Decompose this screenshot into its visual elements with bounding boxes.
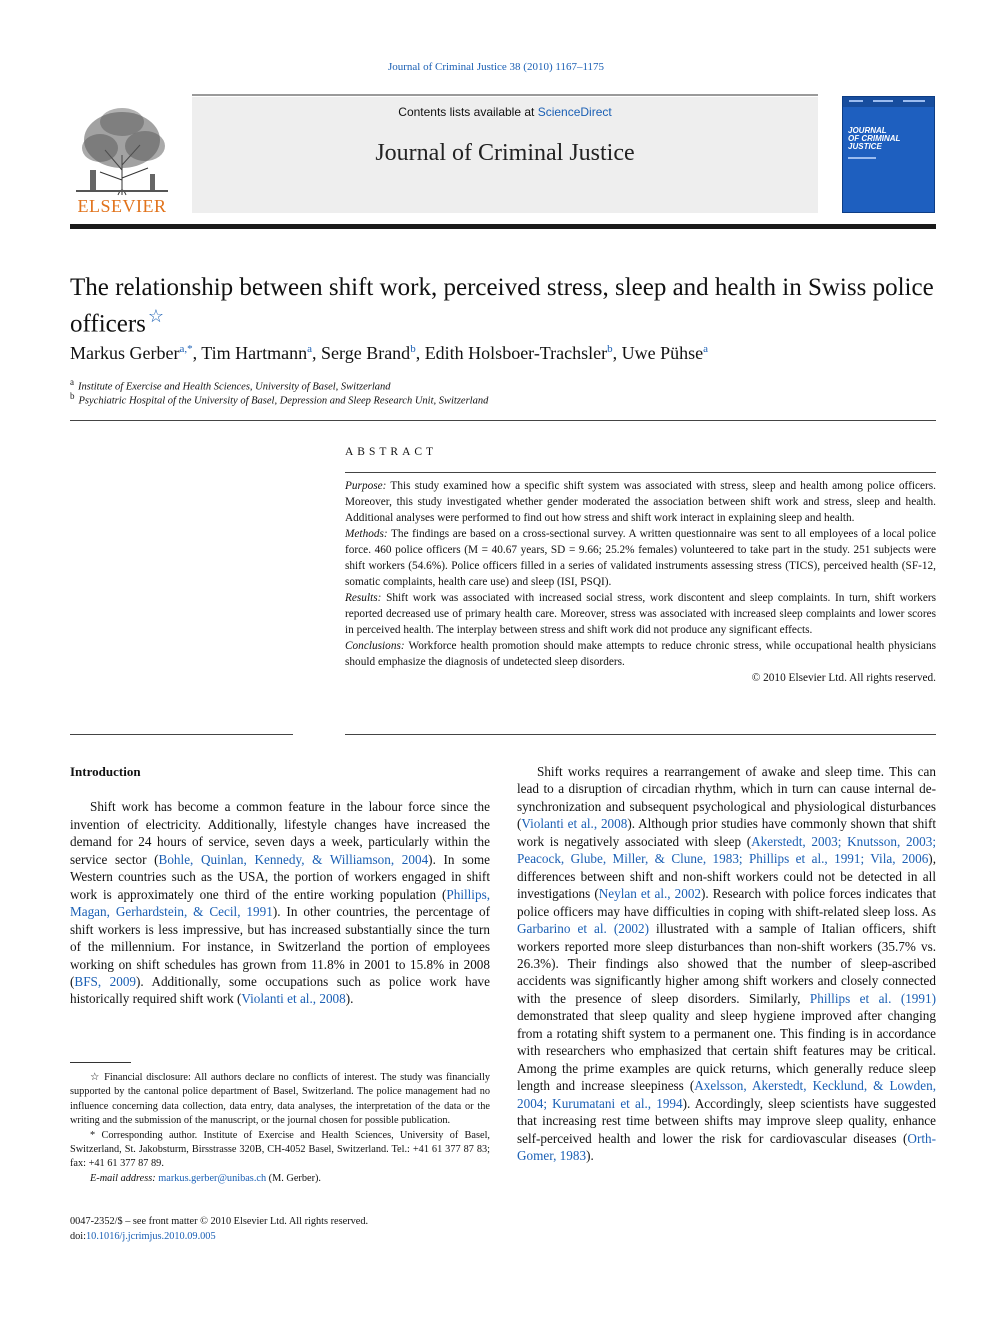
section-divider: [70, 734, 293, 735]
header-divider: [70, 224, 936, 229]
footnote-divider: [70, 1062, 131, 1063]
author-affiliation-mark[interactable]: a: [703, 343, 709, 355]
citation-link[interactable]: Akerstedt, 2003; Knutsson, 2003; Peacock, Glube, Miller, & Clune, 1983; Phillips et al., 1991; Vila, 2006: [517, 833, 936, 867]
contents-prefix: Contents lists available at: [398, 105, 538, 119]
affiliation-mark: a: [70, 377, 74, 387]
journal-cover-thumbnail[interactable]: [842, 96, 935, 213]
publication-meta: [70, 1214, 490, 1244]
citation-link[interactable]: Neylan et al., 2002: [598, 886, 702, 902]
abstract-conclusions: [345, 638, 936, 670]
email-link[interactable]: markus.gerber@unibas.ch: [158, 1172, 267, 1184]
section-heading-introduction: Introduction: [70, 764, 141, 779]
citation-link[interactable]: Axelsson, Akerstedt, Kecklund, & Lowden, 2004; Kurumatani et al., 1994: [517, 1078, 936, 1111]
citation-link[interactable]: Bohle, Quinlan, Kennedy, & Williamson, 2004: [158, 851, 429, 867]
author-list: [70, 343, 936, 364]
abstract-copyright: © 2010 Elsevier Ltd. All rights reserved.: [751, 672, 936, 684]
affiliation-mark: b: [70, 391, 75, 401]
doi-label: doi:: [70, 1231, 87, 1242]
citation-link[interactable]: Phillips et al. (1991): [809, 990, 936, 1006]
cover-marking: [903, 100, 925, 102]
section-divider: [345, 734, 936, 735]
citation-link[interactable]: Phillips, Magan, Gerhardstein, & Cecil, 1991: [70, 886, 490, 920]
footnote-mark: ☆: [90, 1072, 101, 1083]
masthead-rule: [192, 94, 818, 96]
footnote-text: Corresponding author. Institute of Exercise and Health Sciences, University of Basel, Switzerland, St. Jakobsturm, Birsstrasse 320B, CH-4052 Basel, Switzerland. Tel.: +41 61 377 87 83; fax: +41 61 377 87 89.: [70, 1129, 491, 1170]
abstract-heading: ABSTRACT: [345, 446, 438, 458]
body-text: ), differences between shift and non-shift workers could not be detected in all investigations (: [517, 851, 936, 902]
body-column-left: [70, 763, 490, 1008]
author-name: Serge Brand: [321, 343, 411, 363]
citation-link[interactable]: Violanti et al., 2008: [241, 991, 346, 1007]
abstract-methods: [345, 526, 936, 590]
body-text: ). Additionally, some occupations such as police work have historically required shift work (: [70, 973, 490, 1007]
citation-link[interactable]: Orth-Gomer, 1983: [517, 1130, 936, 1163]
author-name: Uwe Pühse: [621, 343, 704, 363]
article-title-text: The relationship between shift work, perceived stress, sleep and health in Swiss police officers: [70, 274, 934, 338]
author-separator: ,: [415, 343, 425, 363]
publisher-name: ELSEVIER: [77, 196, 167, 216]
body-text: demonstrated that sleep quality and sleep hygiene improved after changing from a rotating shift system to a permanent one. This finding is in accordance with researchers who emphasized that certain shift features may be critical. Among the prime examples are quick returns, which generally reduce sleep length and increase sleepiness (: [517, 1008, 936, 1094]
author-separator: ,: [612, 343, 622, 363]
author-separator: ,: [192, 343, 202, 363]
abstract-label: Conclusions:: [345, 640, 405, 652]
author-name: Tim Hartmann: [201, 343, 308, 363]
abstract-text: The findings are based on a cross-sectional survey. A written questionnaire was sent to all employees of a local police force. 460 police officers (M = 40.67 years, SD = 9.66; 25.2% females) volunteered to take part in the study. 251 subjects were shift workers (54.6%). Police officers filled in a series of validated instruments assessing stress (TICS), perceived health (SF-12, somatic complaints, health care use) and sleep (ISI, PSQI).: [345, 528, 936, 588]
cover-marking: [848, 157, 876, 159]
email-label: E-mail address:: [90, 1172, 156, 1184]
footnotes: [70, 1071, 490, 1186]
body-text: Shift works requires a rearrangement of awake and sleep time. This can lead to a disruption of circadian rhythm, which in turn can cause internal de-synchronization and subsequent psychological and physiological disturbances (: [517, 764, 936, 832]
body-column-right: [517, 763, 936, 1164]
body-text: ).: [345, 991, 354, 1007]
body-text: illustrated with a sample of Italian officers, shift workers reported more sleep disturbances than non-shift workers (35.7% vs. 26.3%). Their findings also showed that the number of sleep-ascribed accidents was significantly higher among shift workers and closely connected with the presence of sleep disorders. Similarly,: [517, 921, 936, 1006]
intro-paragraph: [517, 763, 936, 1164]
affiliation: [70, 391, 936, 407]
journal-title: Journal of Criminal Justice: [375, 140, 635, 166]
journal-reference-link[interactable]: Journal of Criminal Justice 38 (2010) 1167–1175: [387, 61, 605, 73]
cover-marking: [849, 100, 863, 102]
email-suffix: (M. Gerber).: [266, 1172, 322, 1184]
issn-line: 0047-2352/$ – see front matter © 2010 Elsevier Ltd. All rights reserved.: [70, 1216, 369, 1227]
contents-line: [192, 105, 818, 119]
footnote-text: Financial disclosure: All authors declare no conflicts of interest. The study was financially supported by the cantonal police department of Basel, Switzerland. The police management had no influence concerning data collection, data entry, data analyses, the interpretation of the data or the writing and the submission of the manuscript, or the journal chosen for possible publication.: [70, 1072, 490, 1127]
doi-line: [70, 1229, 490, 1244]
body-text: Shift work has become a common feature in the labour force since the invention of electricity. Additionally, lifestyle changes have increased the demand for 24 hours of service, seven days a week, particularly within the service sector (: [70, 799, 490, 867]
cover-marking: [873, 100, 893, 102]
abstract-body: [345, 478, 936, 686]
author-affiliation-mark[interactable]: a,*: [179, 343, 193, 355]
intro-paragraph: [70, 798, 490, 1007]
cover-header-strip: [843, 97, 935, 107]
footnote-corresponding: [70, 1129, 490, 1172]
citation-link[interactable]: BFS, 2009: [74, 973, 137, 989]
author-affiliation-mark[interactable]: b: [607, 343, 613, 355]
abstract-text: Workforce health promotion should make attempts to reduce chronic stress, while occupational health physicians should emphasize the diagnosis of undetected sleep disorders.: [345, 640, 936, 668]
abstract-divider: [345, 472, 936, 473]
body-text: ). In some Western countries such as the USA, the portion of workers engaged in shift work is approximately one third of the entire working population (: [70, 851, 490, 902]
abstract-label: Results:: [345, 592, 382, 604]
body-text: ). Although prior studies have commonly shown that shift work is negatively associated with sleep (: [517, 816, 936, 849]
citation-link[interactable]: Garbarino et al. (2002): [517, 921, 650, 937]
title-footnote-mark[interactable]: ☆: [147, 306, 165, 326]
abstract-results: [345, 590, 936, 638]
article-title: [70, 273, 936, 338]
abstract-text: Shift work was associated with increased social stress, work discontent and sleep complaints. In turn, shift workers reported decreased use of primary health care. Moreover, stress was associated with increased sleep complaints and lower scores in perceived health. The interplay between stress and shift work did not produce any significant effects.: [345, 592, 936, 636]
author-affiliation-mark[interactable]: a: [307, 343, 313, 355]
abstract-label: Methods:: [345, 528, 388, 540]
author-affiliation-mark[interactable]: b: [410, 343, 416, 355]
abstract-purpose: [345, 478, 936, 526]
body-text: ).: [586, 1147, 594, 1163]
body-text: ). Accordingly, sleep scientists have suggested that increasing rest time between shifts may improve sleep quality, enhance self-perceived health and lower the risk for cardiovascular diseases (: [517, 1095, 936, 1146]
sciencedirect-link[interactable]: ScienceDirect: [537, 105, 612, 119]
body-text: ). In other countries, the percentage of shift workers is less impressive, but has increased substantially since the turn of the millennium. For instance, in Switzerland the portion of employees working on shift schedules has grown from 11.8% in 2001 to 15.8% in 2008 (: [70, 904, 490, 989]
author-name: Edith Holsboer-Trachsler: [424, 343, 608, 363]
doi-link[interactable]: 10.1016/j.jcrimjus.2010.09.005: [86, 1231, 216, 1242]
body-text: ). Research with police forces indicates that police officers may have difficulties in coping with shift-related sleep loss. As: [517, 886, 936, 919]
affiliation-text: Psychiatric Hospital of the University of Basel, Depression and Sleep Research Unit, Switzerland: [78, 395, 489, 407]
abstract-text: This study examined how a specific shift system was associated with stress, sleep and health among police officers. Moreover, this study investigated whether gender moderated the association between shift work and stress, sleep and health. Additional analyses were performed to find out how stress and shift work interact in explaining sleep and health.: [345, 480, 936, 524]
footnote-financial: [70, 1071, 490, 1129]
cover-title: JOURNAL OF CRIMINAL JUSTICE: [848, 126, 901, 151]
affiliation-text: Institute of Exercise and Health Sciences, University of Basel, Switzerland: [78, 381, 391, 393]
footnote-email: [70, 1172, 490, 1186]
section-divider: [70, 420, 936, 421]
author-separator: ,: [312, 343, 322, 363]
abstract-label: Purpose:: [345, 480, 387, 492]
citation-link[interactable]: Violanti et al., 2008: [521, 816, 628, 832]
footnote-mark: *: [90, 1129, 96, 1141]
author-name: Markus Gerber: [70, 343, 180, 363]
